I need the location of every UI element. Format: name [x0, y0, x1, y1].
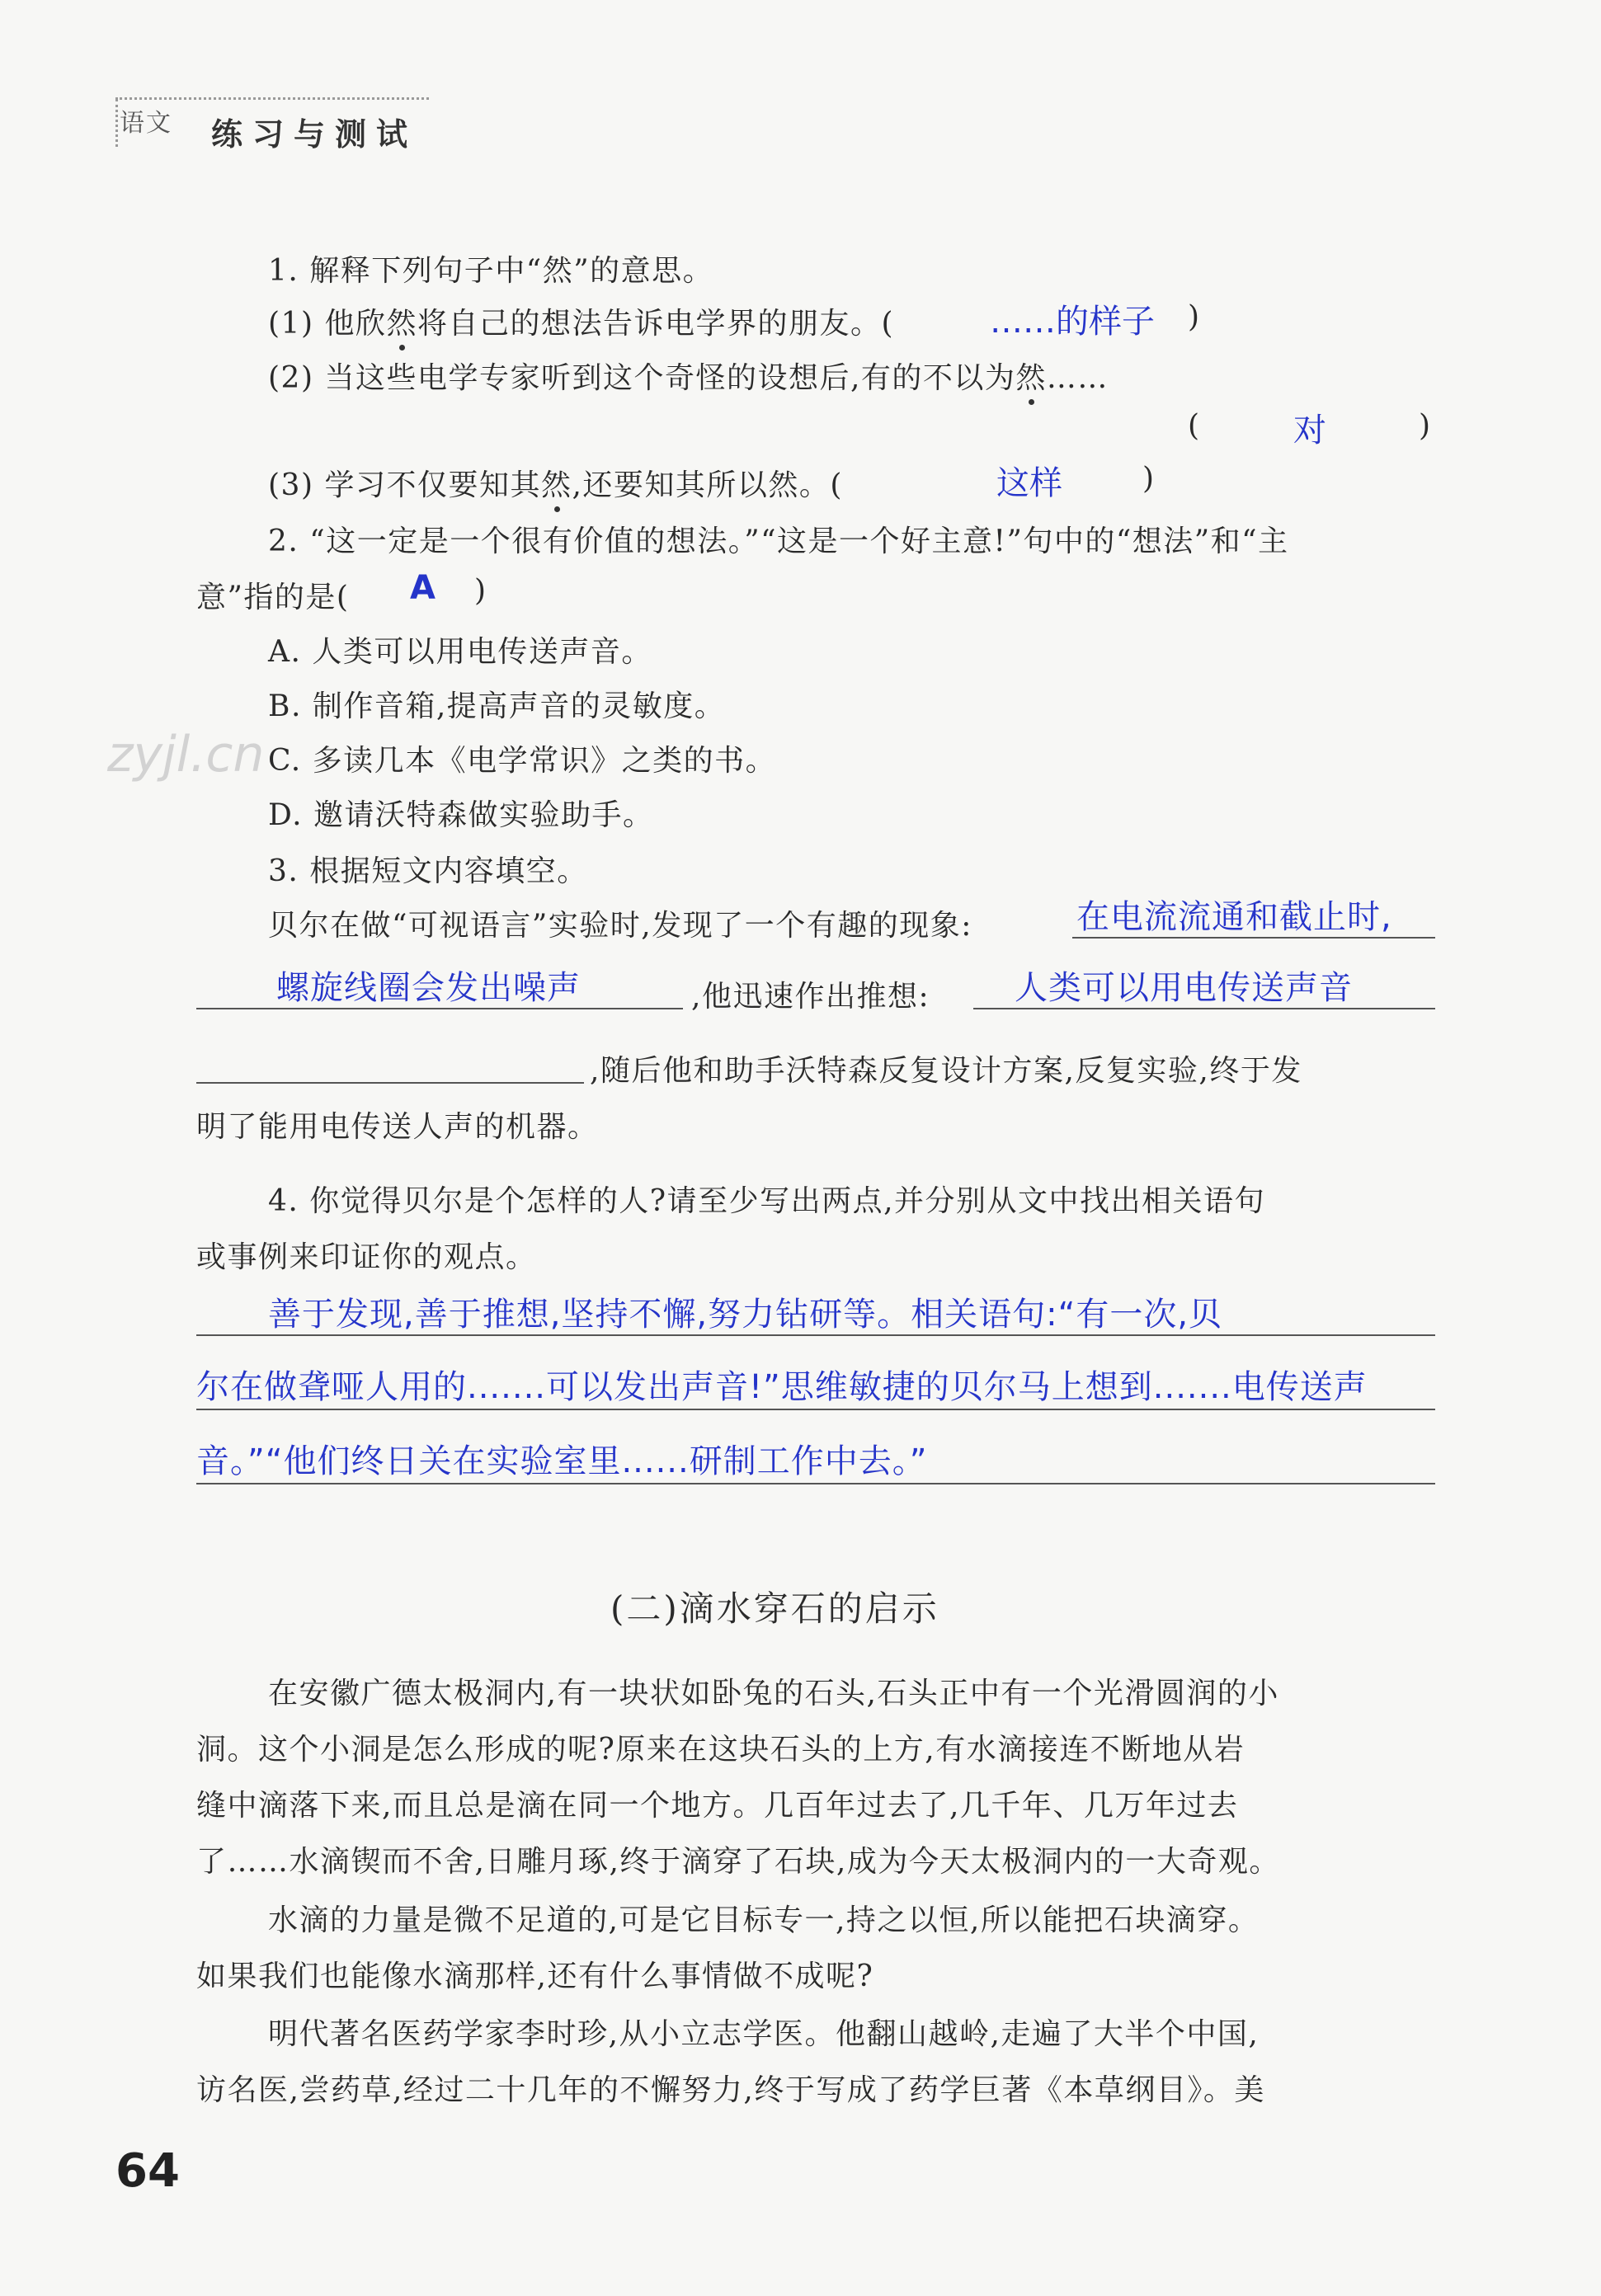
q4-answer-rule-1 [196, 1334, 1435, 1336]
q1-bracket-open-2: ( [1188, 409, 1201, 443]
passage-title: (二)滴水穿石的启示 [610, 1588, 939, 1629]
header-book-title: 练习与测试 [211, 116, 418, 153]
watermark-logo: zyjl.cn [107, 726, 265, 783]
q4-answer-line-3: 音。”“他们终日关在实验室里......研制工作中去。” [196, 1442, 928, 1480]
q2-bracket-close: ) [474, 574, 487, 608]
q3-answer-1a: 在电流流通和截止时, [1076, 898, 1392, 936]
header-rule-top [115, 97, 429, 100]
q1-answer-3: 这样 [996, 464, 1062, 502]
q1-sentence-3: (3) 学习不仅要知其然,还要知其所以然。( [268, 468, 843, 502]
q1-bracket-close-2: ) [1419, 409, 1432, 443]
q3-blank-line-2b [196, 1082, 584, 1084]
q2-option-d: D. 邀请沃特森做实验助手。 [268, 798, 654, 832]
emphasis-mark: 然 [1015, 361, 1047, 395]
passage-line-2: 洞。这个小洞是怎么形成的呢?原来在这块石头的上方,有水滴接连不断地从岩 [196, 1733, 1245, 1767]
passage-line-3: 缝中滴落下来,而且总是滴在同一个地方。几百年过去了,几千年、几万年过去 [196, 1789, 1239, 1823]
q1-stem: 1. 解释下列句子中“然”的意思。 [268, 254, 714, 288]
q3-answer-1b: 螺旋线圈会发出噪声 [276, 969, 581, 1007]
q3-blank-line-2 [973, 1008, 1435, 1009]
passage-line-1: 在安徽广德太极洞内,有一块状如卧兔的石头,石头正中有一个光滑圆润的小 [268, 1677, 1279, 1710]
page-number: 64 [115, 2144, 180, 2198]
q2-answer: A [410, 569, 436, 607]
q4-stem-line-2: 或事例来印证你的观点。 [196, 1240, 537, 1274]
emphasis-mark: 然 [540, 468, 572, 502]
passage-line-6: 如果我们也能像水滴那样,还有什么事情做不成呢? [196, 1960, 874, 1993]
q3-answer-2: 人类可以用电传送声音 [1015, 969, 1353, 1007]
passage-line-8: 访名医,尝药草,经过二十几年的不懈努力,终于写成了药学巨著《本草纲目》。美 [196, 2073, 1265, 2107]
q1-answer-2: 对 [1293, 412, 1326, 449]
passage-line-5: 水滴的力量是微不足道的,可是它目标专一,持之以恒,所以能把石块滴穿。 [268, 1903, 1260, 1937]
q3-line-4: 明了能用电传送人声的机器。 [196, 1110, 599, 1144]
header-rule-left [115, 99, 118, 147]
emphasis-mark: 然 [386, 307, 417, 341]
q4-answer-rule-3 [196, 1483, 1435, 1484]
q4-answer-line-1: 善于发现,善于推想,坚持不懈,努力钻研等。相关语句:“有一次,贝 [268, 1296, 1223, 1334]
q2-option-b: B. 制作音箱,提高声音的灵敏度。 [268, 689, 726, 723]
q4-answer-rule-2 [196, 1409, 1435, 1410]
passage-line-4: 了……水滴锲而不舍,日雕月琢,终于滴穿了石块,成为今天太极洞内的一大奇观。 [196, 1845, 1280, 1879]
q2-option-c: C. 多读几本《电学常识》之类的书。 [268, 744, 777, 778]
q4-stem-line-1: 4. 你觉得贝尔是个怎样的人?请至少写出两点,并分别从文中找出相关语句 [268, 1184, 1266, 1218]
q4-answer-line-2: 尔在做聋哑人用的.......可以发出声音!”思维敏捷的贝尔马上想到.......电传送声 [196, 1368, 1368, 1406]
header-subject: 语文 [120, 109, 172, 138]
q3-line-2: ,他迅速作出推想: [691, 980, 930, 1014]
passage-line-7: 明代著名医药学家李时珍,从小立志学医。他翻山越岭,走遍了大半个中国, [268, 2017, 1260, 2051]
q2-stem-line-2: 意”指的是( [196, 581, 350, 614]
q1-sentence-1: (1) 他欣然将自己的想法告诉电学界的朋友。( [268, 307, 895, 341]
q1-answer-1: ……的样子 [990, 303, 1155, 341]
q1-sentence-2: (2) 当这些电学专家听到这个奇怪的设想后,有的不以为然…… [268, 361, 1109, 395]
q1-bracket-close-3: ) [1142, 462, 1156, 496]
q2-stem-line-1: 2. “这一定是一个很有价值的想法。”“这是一个好主意!”句中的“想法”和“主 [268, 525, 1289, 558]
q3-line-1: 贝尔在做“可视语言”实验时,发现了一个有趣的现象: [268, 909, 972, 943]
q3-stem: 3. 根据短文内容填空。 [268, 854, 588, 888]
q2-option-a: A. 人类可以用电传送声音。 [268, 635, 652, 669]
q1-bracket-close-1: ) [1188, 300, 1201, 334]
q3-blank-line-1a [1072, 937, 1435, 939]
q3-line-3: ,随后他和助手沃特森反复设计方案,反复实验,终于发 [590, 1054, 1302, 1088]
q3-blank-line-1b [196, 1008, 683, 1009]
